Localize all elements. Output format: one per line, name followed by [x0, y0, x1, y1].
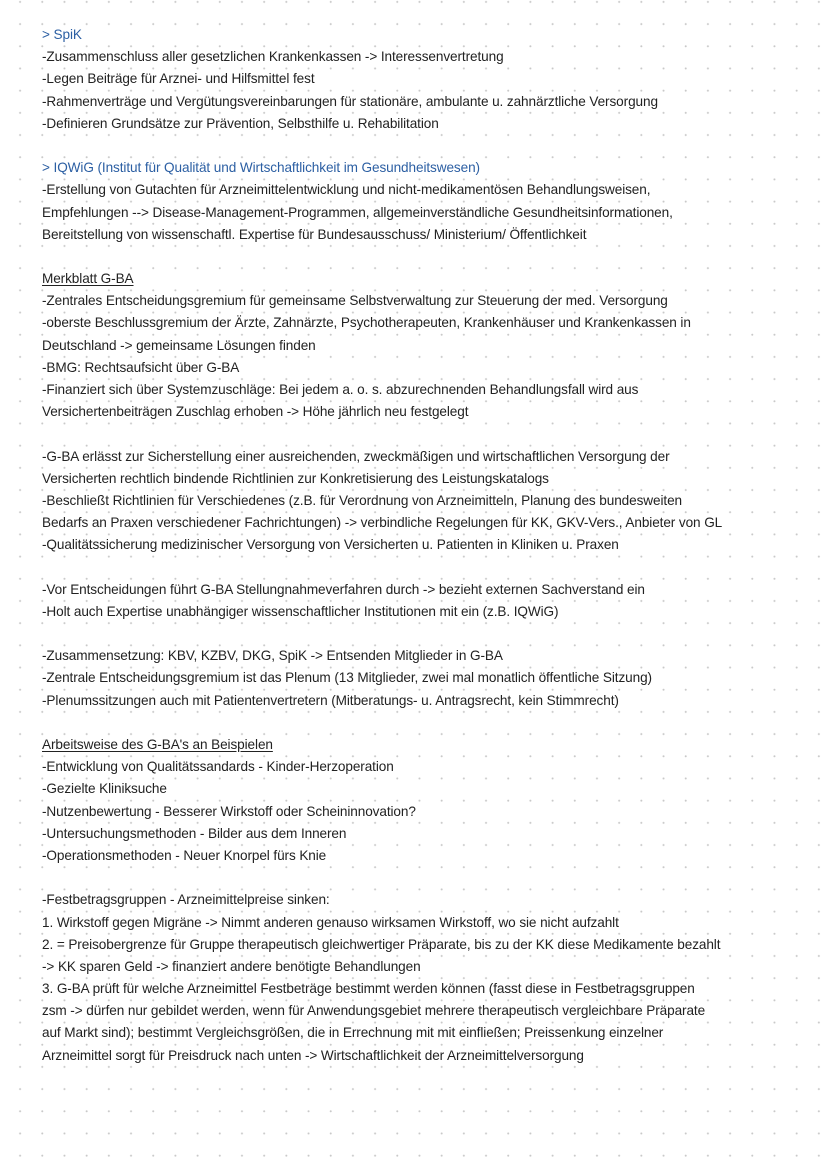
line-text: 3. G-BA prüft für welche Arzneimittel Festbeträge bestimmt werden können (fasst diese in Festbetragsgruppen — [42, 981, 695, 997]
text-line — [42, 912, 822, 934]
underlined-heading — [42, 734, 822, 756]
text-line — [42, 512, 822, 534]
line-text: Bedarfs an Praxen verschiedener Fachrichtungen) -> verbindliche Regelungen für KK, GKV-Vers., Anbieter von GL — [42, 515, 723, 531]
line-text: -oberste Beschlussgremium der Ärzte, Zahnärzte, Psychotherapeuten, Krankenhäuser und Krankenkassen in — [42, 315, 691, 331]
text-line — [42, 690, 822, 712]
blank-line — [42, 623, 822, 645]
text-line — [42, 202, 822, 224]
text-line — [42, 379, 822, 401]
line-text: -BMG: Rechtsaufsicht über G-BA — [42, 359, 240, 375]
text-line — [42, 312, 822, 334]
line-text: -Nutzenbewertung - Besserer Wirkstoff oder Scheininnovation? — [42, 803, 416, 819]
text-line — [42, 756, 822, 778]
text-line — [42, 179, 822, 201]
line-text: -Qualitätssicherung medizinischer Versorgung von Versicherten u. Patienten in Kliniken u. Praxen — [42, 537, 619, 553]
text-line — [42, 956, 822, 978]
blank-line — [42, 135, 822, 157]
line-text: 2. = Preisobergrenze für Gruppe therapeutisch gleichwertiger Präparate, bis zu der KK diese Medikamente bezahlt — [42, 936, 721, 952]
text-line — [42, 46, 822, 68]
text-line — [42, 534, 822, 556]
text-line — [42, 446, 822, 468]
text-line — [42, 1000, 822, 1022]
line-text: 1. Wirkstoff gegen Migräne -> Nimmt anderen genauso wirksamen Wirkstoff, wo sie nicht aufzahlt — [42, 914, 619, 930]
text-line — [42, 645, 822, 667]
line-text: auf Markt sind); bestimmt Vergleichsgrößen, die in Errechnung mit mit einfließen; Preissenkung einzelner — [42, 1025, 664, 1041]
text-line — [42, 91, 822, 113]
text-line — [42, 68, 822, 90]
text-line — [42, 1045, 822, 1067]
text-line — [42, 468, 822, 490]
line-text: -Zusammensetzung: KBV, KZBV, DKG, SpiK -> Entsenden Mitglieder in G-BA — [42, 648, 503, 664]
text-line — [42, 934, 822, 956]
line-text: -Untersuchungsmethoden - Bilder aus dem Inneren — [42, 825, 347, 841]
line-text: -Operationsmethoden - Neuer Knorpel fürs Knie — [42, 847, 327, 863]
blank-line — [42, 557, 822, 579]
line-text: -Plenumssitzungen auch mit Patientenvertretern (Mitberatungs- u. Antragsrecht, kein Stimmrecht) — [42, 692, 619, 708]
text-line — [42, 667, 822, 689]
line-text: Bereitstellung von wissenschaftl. Expertise für Bundesausschuss/ Ministerium/ Öffentlichkeit — [42, 226, 587, 242]
text-line — [42, 335, 822, 357]
text-line — [42, 823, 822, 845]
line-text: -Finanziert sich über Systemzuschläge: Bei jedem a. o. s. abzurechnenden Behandlungsfall wird aus — [42, 382, 639, 397]
text-line — [42, 601, 822, 623]
blank-line — [42, 423, 822, 445]
note-document — [42, 24, 822, 1067]
line-text: Versicherten rechtlich bindende Richtlinien zur Konkretisierung des Leistungskatalogs — [42, 470, 549, 486]
line-text: Empfehlungen --> Disease-Management-Programmen, allgemeinverständliche Gesundheitsinformationen, — [42, 204, 673, 220]
text-line — [42, 978, 822, 1000]
line-text: zsm -> dürfen nur gebildet werden, wenn für Anwendungsgebiet mehrere therapeutisch vergleichbare Präparate — [42, 1003, 706, 1019]
line-text: -Zusammenschluss aller gesetzlichen Krankenkassen -> Interessenvertretung — [42, 49, 504, 65]
line-text: -Definieren Grundsätze zur Prävention, Selbsthilfe u. Rehabilitation — [42, 115, 439, 131]
blank-line — [42, 867, 822, 889]
line-text: -Erstellung von Gutachten für Arzneimittelentwicklung und nicht-medikamentösen Behandlungsweisen, — [42, 182, 651, 198]
line-text: > IQWiG (Institut für Qualität und Wirtschaftlichkeit im Gesundheitswesen) — [42, 160, 480, 176]
line-text: Arbeitsweise des G-BA's an Beispielen — [42, 737, 273, 752]
line-text: > SpiK — [42, 27, 82, 42]
text-line — [42, 579, 822, 601]
line-text: -Gezielte Kliniksuche — [42, 781, 167, 797]
line-text: -Beschließt Richtlinien für Verschiedenes (z.B. für Verordnung von Arzneimitteln, Planung des bundesweiten — [42, 492, 682, 508]
text-line — [42, 778, 822, 800]
blank-line — [42, 712, 822, 734]
line-text: Deutschland -> gemeinsame Lösungen finden — [42, 337, 316, 353]
section-heading — [42, 157, 822, 179]
line-text: -Zentrales Entscheidungsgremium für gemeinsame Selbstverwaltung zur Steuerung der med. Versorgung — [42, 293, 668, 309]
line-text: -G-BA erlässt zur Sicherstellung einer ausreichenden, zweckmäßigen und wirtschaftlichen Versorgung der — [42, 448, 670, 464]
text-line — [42, 845, 822, 867]
text-line — [42, 224, 822, 246]
text-line — [42, 889, 822, 911]
underlined-heading — [42, 268, 822, 290]
line-text: Merkblatt G-BA — [42, 271, 134, 287]
text-line — [42, 1022, 822, 1044]
text-line — [42, 490, 822, 512]
text-line — [42, 401, 822, 423]
text-line — [42, 801, 822, 823]
blank-line — [42, 246, 822, 268]
line-text: Versichertenbeiträgen Zuschlag erhoben -> Höhe jährlich neu festgelegt — [42, 404, 469, 420]
text-line — [42, 290, 822, 312]
line-text: Arzneimittel sorgt für Preisdruck nach unten -> Wirtschaftlichkeit der Arzneimittelversorgung — [42, 1047, 584, 1063]
line-text: -Holt auch Expertise unabhängiger wissenschaftlicher Institutionen mit ein (z.B. IQWiG) — [42, 603, 559, 619]
line-text: -Rahmenverträge und Vergütungsvereinbarungen für stationäre, ambulante u. zahnärztliche Versorgung — [42, 93, 658, 109]
line-text: -Festbetragsgruppen - Arzneimittelpreise sinken: — [42, 892, 330, 908]
text-line — [42, 113, 822, 135]
line-text: -Entwicklung von Qualitätssandards - Kinder-Herzoperation — [42, 759, 394, 775]
line-text: -Legen Beiträge für Arznei- und Hilfsmittel fest — [42, 71, 315, 87]
line-text: -Vor Entscheidungen führt G-BA Stellungnahmeverfahren durch -> bezieht externen Sachverstand ein — [42, 581, 645, 597]
text-line — [42, 357, 822, 379]
section-heading — [42, 24, 822, 46]
line-text: -> KK sparen Geld -> finanziert andere benötigte Behandlungen — [42, 958, 421, 974]
line-text: -Zentrale Entscheidungsgremium ist das Plenum (13 Mitglieder, zwei mal monatlich öffentliche Sitzung) — [42, 670, 652, 686]
